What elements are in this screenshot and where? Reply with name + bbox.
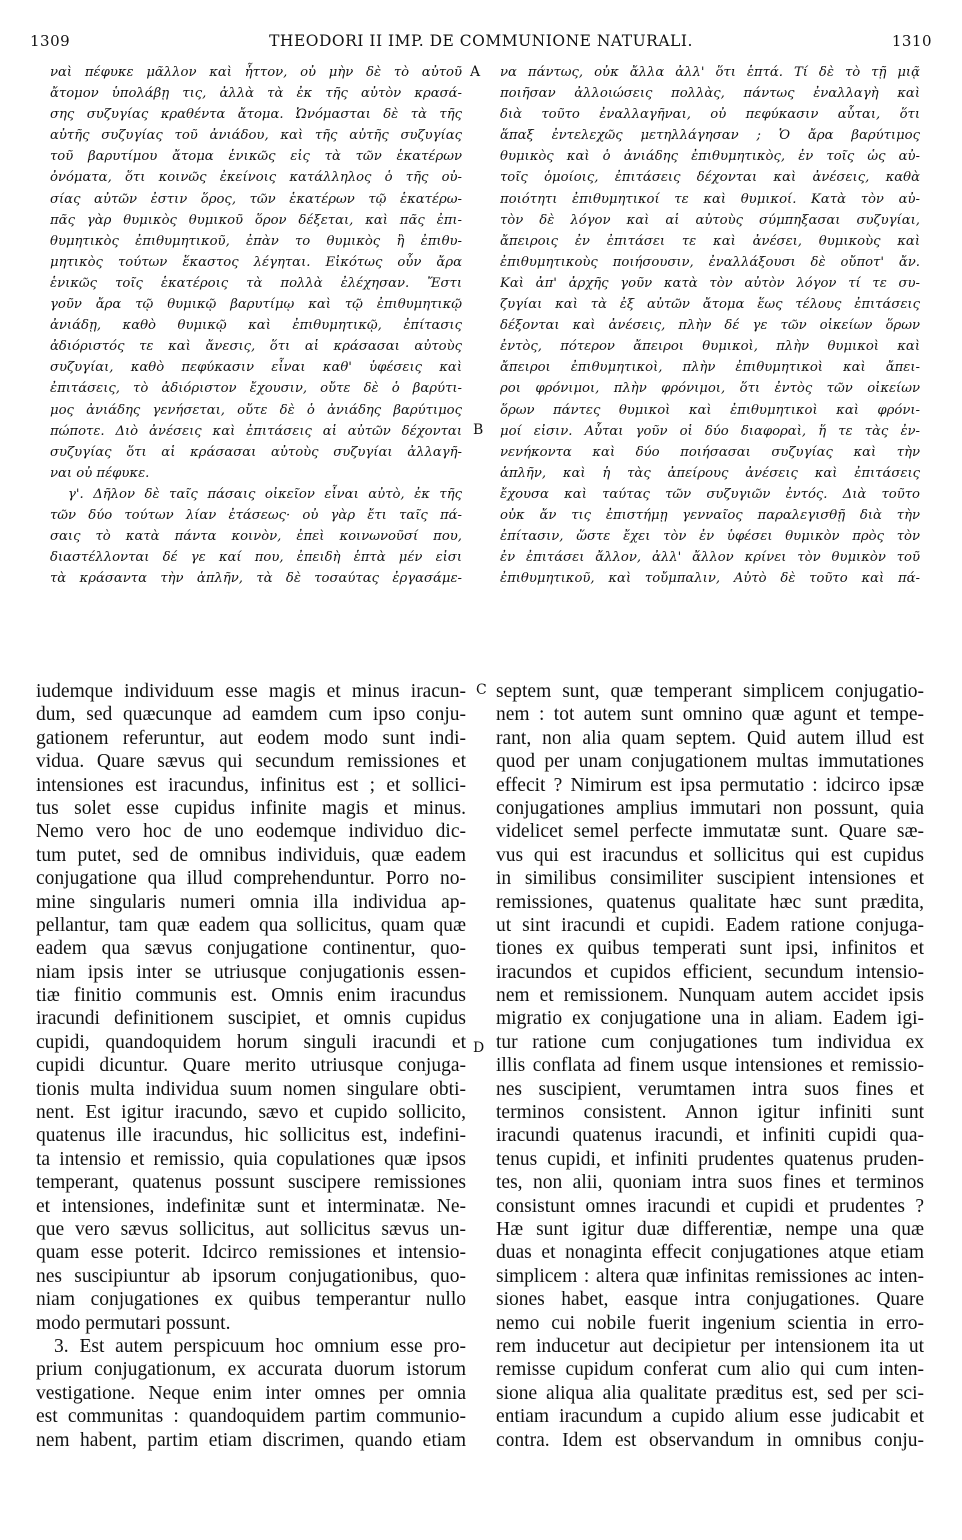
text-line: quam esse poterit. Idcirco remissiones et intensio-: [36, 1242, 466, 1264]
text-line: consistunt omnes iracundi et cupidi et prudentes ?: [496, 1195, 924, 1217]
text-line: temperant, quatenus possunt suscipere remissiones: [36, 1172, 466, 1194]
text-line: tiæ finitio communis est. Omnis enim iracundus: [36, 985, 466, 1007]
text-line: Nemo vero hoc de uno eodemque individuo dic-: [36, 821, 466, 843]
text-line: ἀδιόριστός τε καὶ ἄνεσις, ὅτι αἱ κράσασαι αὐτοὺς: [50, 339, 462, 355]
text-line: ἑνικῶς τοῖς ἑκατέροις τὰ πολλὰ ἐλέχησαν. Ἔστι: [50, 275, 462, 291]
text-line: vidua. Quare sævus qui secundum remissiones et: [36, 751, 466, 773]
text-line: ἄπειροι ἐπιθυμητικοὶ, πλὴν ἐπιθυμητικοὶ καὶ ἄπει-: [500, 360, 920, 376]
text-line: ἐπιθυμητικοὺς ποιήσουσιν, ἐναλλάξουσι δὲ οὔποτ' ἄν.: [500, 254, 920, 270]
text-line: duas et nonaginta effecit conjugationes atque etiam: [496, 1242, 924, 1264]
running-title: THEODORI II IMP. DE COMMUNIONE NATURALI.: [269, 32, 693, 50]
text-line: ὀνόματα, ὅτι κοινῶς ἐκείνοις κατάλληλος ὁ τῆς οὐ-: [50, 170, 462, 186]
text-line: διαστέλλονται δέ γε καί που, ἐπειδὴ ἑπτὰ μέν εἰσι: [50, 550, 462, 566]
text-line: ἀνιάδῃ, καθὸ θυμικῷ καὶ ἐπιθυμητικῷ, ἐπίτασις: [50, 318, 462, 334]
text-line: ἔχουσα καὶ ταύτας τῶν συζυγιῶν ἐντός. Διὰ τοῦτο: [500, 486, 920, 502]
text-line: tionis multa individua suum nomen singulare obti-: [36, 1078, 466, 1100]
text-line: διὰ τοῦτο ἐναλλαγῆναι, οὐ πεφύκασιν αὗται, ὅτι: [500, 107, 920, 123]
text-line: niam ipsis inter se utriusque conjugationis essen-: [36, 961, 466, 983]
text-line: rem inducetur aut decipietur per intensionem ita ut: [496, 1335, 924, 1357]
text-line: que vero sævus sollicitus, aut sollicitus sævus un-: [36, 1218, 466, 1240]
greek-text-right-column: [500, 62, 920, 589]
margin-marker-a: A: [470, 64, 481, 80]
margin-marker-b: B: [473, 422, 484, 438]
text-line: νενήκοντα καὶ δύο ποιήσασαι συζυγίας καὶ τὴν: [500, 444, 920, 460]
text-line: effecit ? Nimirum est ipsa permutatio : idcirco ipsæ: [496, 774, 924, 796]
text-line: contra. Idem est observandum in omnibus conju-: [496, 1429, 924, 1451]
text-line: iracundi definitionem suscipiet, et omnis cupidus: [36, 1008, 466, 1030]
text-line: να πάντως, οὐκ ἄλλα ἀλλ' ὅτι ἑπτά. Τί δὲ τὸ τῇ μιᾷ: [500, 65, 920, 80]
text-line: Hæ sunt igitur duæ differentiæ, nempe una quæ: [496, 1218, 924, 1240]
text-line: tur ratione cum conjugationes tum individua ex: [496, 1031, 924, 1053]
text-line: prium conjugationum, ex accurata duorum istorum: [36, 1359, 466, 1381]
text-line: 3. Est autem perspicuum hoc omnium esse pro-: [54, 1335, 466, 1357]
text-line: ποιότητι ἐπιθυμητικοί τε καὶ θυμικοί. Κατὰ τὸν αὐ-: [500, 191, 920, 207]
text-line: migratio ex conjugatione una in aliam. Eadem igi-: [496, 1008, 924, 1030]
text-line: modo permutari possunt.: [36, 1312, 231, 1334]
text-line: μητικὸς τούτων ἕκαστος λέγηται. Εἰκότως οὖν ἄρα: [50, 254, 462, 270]
text-line: ἐπιθυμητικοῦ, καὶ τοὔμπαλιν, Αὐτὸ δὲ τοῦτο καὶ πά-: [500, 571, 920, 587]
text-line: σαις τὸ κατὰ πάντα κοινὸν, ἐπεὶ κοινωνοῦσί που,: [50, 529, 462, 545]
page-number-left: 1309: [30, 32, 71, 50]
text-line: pellantur, tam quæ eadem qua sollicitus, quam quæ: [36, 914, 466, 936]
text-line: nem : tot autem sunt omnino quæ agunt et tempe-: [496, 704, 924, 726]
text-line: illis conflata ad finem usque intensiones et remissio-: [496, 1055, 924, 1077]
text-line: entiam iracundum a cupido alium esse judicabit et: [496, 1406, 924, 1428]
text-line: sione aliqua alia qualitate præditus est, sed per sci-: [496, 1382, 924, 1404]
text-line: δέξονται καὶ ἀνέσεις, πλὴν δέ γε τῶν οἰκείων ὅρων: [500, 318, 920, 334]
text-line: πώποτε. Διὸ ἀνέσεις καὶ ἐπιτάσεις αἱ αὐτῶν δέχονται: [50, 423, 462, 439]
margin-marker-d: D: [473, 1040, 485, 1056]
text-line: nem habent, partim etiam discrimen, quando etiam: [36, 1429, 466, 1451]
text-line: dum, sed quæcunque ad eamdem cum ipso conju-: [36, 704, 466, 726]
text-line: tus solet esse cupidus infinite magis et minus.: [36, 797, 466, 819]
text-line: οὐκ ἄν τις ἐπιστήμῃ γενναῖος παραλεγισθῇ διὰ τὴν: [500, 507, 920, 523]
text-line: gationem referuntur, aut eodem modo sunt indi-: [36, 727, 466, 749]
text-line: iracundi quatenus iracundi, et infiniti cupidi qua-: [496, 1125, 924, 1147]
text-line: tenus cupidi, et infiniti prudentes quatenus pruden-: [496, 1148, 924, 1170]
text-line: Καὶ ἀπ' ἀρχῆς γοῦν κατὰ τὸν αὐτὸν λόγον τί τε συ-: [500, 275, 920, 291]
text-line: cupidi, quandoquidem horum singuli iracundi et: [36, 1031, 466, 1053]
text-line: θυμικὸς καὶ ὁ ἀνιάδης ἐπιθυμητικὸς, ἐν τοῖς ὡς αὐ-: [500, 149, 920, 165]
text-line: niam conjugationes ex quibus temperantur nullo: [36, 1289, 466, 1311]
text-line: conjugatione qua illud comprehenduntur. Porro no-: [36, 868, 466, 890]
text-line: θυμητικὸς ἐπιθυμητικοῦ, ἐπὰν το θυμικὸς ἢ ἐπιθυ-: [50, 233, 462, 249]
latin-translation-right-column: [496, 680, 924, 1452]
text-line: remisse cupidum conferat cum alio qui cum inten-: [496, 1359, 924, 1381]
text-line: συζυγίαι, καθὸ πεφύκασιν εἶναι καθ' ὑφέσεις καὶ: [50, 360, 462, 376]
text-line: ta intensio et remissio, quia copulationes quæ ipsos: [36, 1148, 466, 1170]
text-line: videlicet semel perfecte immutatæ sunt. Quare sæ-: [496, 821, 924, 843]
text-line: simplicem : altera quæ infinitas remissiones ac inten-: [496, 1265, 924, 1287]
text-line: συζυγίας ὅτι αἱ κράσασαι αὐτοὺς συζυγίαι ἀλλαγῆ-: [50, 444, 462, 460]
text-line: ἁπλῆν, καὶ ἡ τὰς ἀπείρους ἀνέσεις καὶ ἐπιτάσεις: [500, 465, 920, 481]
text-line: vestigatione. Neque enim inter omnes per omnia: [36, 1382, 466, 1404]
text-line: nes suscipient, verumtamen intra suos fines et: [496, 1078, 924, 1100]
latin-translation-left-column: [36, 680, 466, 1452]
text-line: mine singularis numeri omnia illa individua ap-: [36, 891, 466, 913]
text-line: et intensiones, indefinitæ sunt et interminatæ. Ne-: [36, 1195, 466, 1217]
page-number-right: 1310: [891, 32, 932, 50]
text-line: ut sint iracundi et cupidi. Eadem ratione conjuga-: [496, 914, 924, 936]
text-line: rant, non alia quam septem. Quid autem illud est: [496, 727, 924, 749]
text-line: eadem qua sævus conjugatione continentur, quo-: [36, 938, 466, 960]
text-line: ναι οὐ πέφυκε.: [50, 465, 150, 481]
text-line: iudemque individuum esse magis et minus iracun-: [36, 681, 466, 702]
text-line: σίας αὐτῶν ἐστιν ὅρος, τῶν ἑκατέρων τῷ ἑκατέρω-: [50, 191, 462, 207]
text-line: γ'. Δῆλον δὲ ταῖς πάσαις οἰκεῖον εἶναι αὐτὸ, ἐκ τῆς: [68, 486, 462, 502]
text-line: ἐν ἐπιτάσει ἄλλον, ἀλλ' ἄλλον κρίνει τὸν θυμικὸν τοῦ: [500, 550, 920, 566]
text-line: μος ἀνιάδης γενήσεται, οὔτε δὲ ὁ ἀνιάδης βαρύτιμος: [50, 402, 462, 418]
text-line: τοῖς ὁμοίοις, ἐπιτάσεις δέχονται καὶ ἀνέσεις, καθὰ: [500, 170, 920, 186]
text-line: μοί εἰσιν. Αὗται γοῦν οἱ δύο διαφοραὶ, ἥ τε τὰς ἐν-: [500, 423, 920, 439]
text-line: siones habet, easque intra conjugationes. Quare: [496, 1289, 924, 1311]
text-line: ἄπειροις ἐν ἐπιτάσει τε καὶ ἀνέσει, θυμικοὺς καὶ: [500, 233, 920, 249]
text-line: τὰ κράσαντα τὴν ἁπλῆν, τὰ δὲ τοσαύτας ἐργασάμε-: [50, 571, 462, 587]
text-line: nes suscipiuntur ab ipsorum conjugationibus, quo-: [36, 1265, 466, 1287]
text-line: terminos consistent. Annon igitur infiniti sunt: [496, 1102, 924, 1124]
text-line: conjugationes amplius immutari non possunt, quia: [496, 797, 924, 819]
text-line: ποιῆσαν ἀλλοιώσεις πολλὰς, πάντως ἐναλλαγὴ καὶ: [500, 86, 920, 102]
text-line: septem sunt, quæ temperant simplicem conjugatio-: [496, 681, 924, 702]
text-line: nemo cui nobile fuerit ingenium scientia in erro-: [496, 1312, 924, 1334]
text-line: remissiones, quatenus qualitate hæc sunt prædita,: [496, 891, 924, 913]
text-line: quod per unam conjugationem multas immutationes: [496, 751, 924, 773]
text-line: est communitas : quandoquidem partim communio-: [36, 1406, 466, 1428]
text-line: τῶν δύο τούτων λίαν ἐτάσεως· οὐ γὰρ ἔτι ταῖς πά-: [50, 507, 462, 523]
text-line: τοῦ βαρυτίμου ἄτομα ἑνικῶς εἰς τὰ τῶν ἑκατέρων: [50, 149, 462, 165]
text-line: ἐντὸς, πότερον ἄπειροι θυμικοὶ, πλὴν θυμικοὶ καὶ: [500, 339, 920, 355]
text-line: quatenus ille iracundus, hic sollicitus est, indefini-: [36, 1125, 466, 1147]
text-line: nem et remissionem. Nunquam autem accidet ipsis: [496, 985, 924, 1007]
text-line: intensiones est iracundus, infinitus est ; et sollici-: [36, 774, 466, 796]
text-line: in similibus consimiliter suscipient intensiones et: [496, 868, 924, 890]
text-line: ναὶ πέφυκε μᾶλλον καὶ ἧττον, οὐ μὴν δὲ τὸ αὐτοῦ: [50, 65, 462, 80]
text-line: ροι φρόνιμοι, πλὴν φρόνιμοι, ὅτι ἐντὸς τῶν οἰκείων: [500, 381, 920, 397]
text-line: iracundos et cupidos efficient, secundum intensio-: [496, 961, 924, 983]
text-line: vus qui est iracundus et sollicitus qui est cupidus: [496, 844, 924, 866]
text-line: πᾶς γὰρ θυμικὸς θυμικοῦ ὅρον δέξεται, καὶ πᾶς ἐπι-: [50, 212, 462, 228]
text-line: tiones ex quibus temperati sunt ipsi, infinitos et: [496, 938, 924, 960]
text-line: tes, non alii, quoniam intra suos fines et terminos: [496, 1172, 924, 1194]
text-line: ἅπαξ ἐντελεχῶς μετηλλάγησαν ; Ὁ ἄρα βαρύτιμος: [500, 128, 920, 144]
text-line: cupidi dicuntur. Quare merito utriusque conjuga-: [36, 1055, 466, 1077]
text-line: tum putet, sed de omnibus individuis, quæ eadem: [36, 844, 466, 866]
text-line: σης συζυγίας κραθέντα ἄτομα. Ὠνόμασται δὲ τὰ τῆς: [50, 107, 462, 123]
text-line: ἐπίτασιν, ὥστε ἔχει τὸν ἐν ὑφέσει θυμικὸν πρὸς τὸν: [500, 529, 920, 545]
text-line: τὸν δὲ λόγον καὶ αἱ αὐτοὺς σύμπηξασαι συζυγίαι,: [500, 212, 920, 228]
text-line: ὅρων πάντες θυμικοὶ καὶ ἐπιθυμητικοὶ καὶ φρόνι-: [500, 402, 920, 418]
text-line: ἄτομον ὑπολάβῃ τις, ἀλλὰ τὰ ἐκ τῆς αὐτὸν κρασά-: [50, 86, 462, 102]
text-line: ἐπιτάσεις, τὸ ἀδιόριστον ἔχουσιν, οὔτε δὲ ὁ βαρύτι-: [50, 381, 462, 397]
text-line: nent. Est igitur iracundo, sævo et cupido sollicito,: [36, 1102, 466, 1124]
text-line: ζυγίαι καὶ τὰ ἐξ αὐτῶν ἄτομα ἕως τέλους ἐπιτάσεις: [500, 297, 920, 313]
running-header: [30, 32, 932, 56]
text-line: αὐτῆς συζυγίας τοῦ ἀνιάδου, καὶ τῆς αὐτῆς συζυγίας: [50, 128, 462, 144]
text-line: γοῦν ἄρα τῷ θυμικῷ βαρυτίμῳ καὶ τῷ ἐπιθυμητικῷ: [50, 297, 462, 313]
margin-marker-c: C: [476, 682, 487, 698]
greek-text-left-column: [50, 62, 462, 589]
